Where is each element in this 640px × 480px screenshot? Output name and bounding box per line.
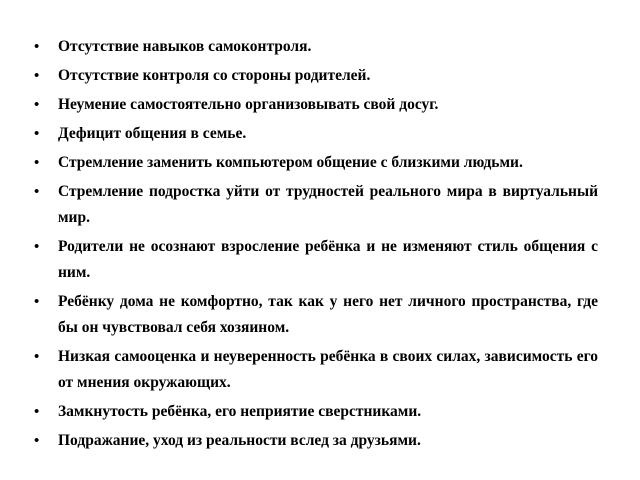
- list-item: [34, 399, 598, 425]
- list-item-text: Стремление подростка уйти от трудностей реального мира в виртуальный мир.: [58, 183, 598, 226]
- list-item: [34, 289, 598, 341]
- list-item-text: Низкая самооценка и неуверенность ребёнка в своих силах, зависимость его от мнения окружающих.: [58, 348, 598, 391]
- list-item: [34, 121, 598, 147]
- bullet-icon: •: [34, 404, 40, 420]
- bullet-list: [34, 34, 598, 457]
- list-item-text: Родители не осознают взросление ребёнка и не изменяют стиль общения с ним.: [58, 238, 598, 281]
- list-item: [34, 344, 598, 396]
- bullet-icon: •: [34, 155, 40, 171]
- list-item-text: Подражание, уход из реальности вслед за друзьями.: [58, 432, 421, 449]
- list-item: [34, 92, 598, 118]
- bullet-icon: •: [34, 294, 40, 310]
- bullet-icon: •: [34, 433, 40, 449]
- list-item-text: Дефицит общения в семье.: [58, 125, 247, 142]
- list-item: [34, 34, 598, 60]
- bullet-icon: •: [34, 97, 40, 113]
- list-item-text: Неумение самостоятельно организовывать свой досуг.: [58, 96, 439, 113]
- list-item: [34, 150, 598, 176]
- bullet-icon: •: [34, 239, 40, 255]
- list-item-text: Отсутствие навыков самоконтроля.: [58, 38, 312, 55]
- list-item-text: Ребёнку дома не комфортно, так как у него нет личного пространства, где бы он чувствовал себя хозяином.: [58, 293, 598, 336]
- list-item-text: Стремление заменить компьютером общение с близкими людьми.: [58, 154, 523, 171]
- bullet-icon: •: [34, 184, 40, 200]
- list-item: [34, 234, 598, 286]
- bullet-icon: •: [34, 68, 40, 84]
- bullet-icon: •: [34, 126, 40, 142]
- bullet-icon: •: [34, 349, 40, 365]
- list-item: [34, 63, 598, 89]
- list-item-text: Замкнутость ребёнка, его неприятие сверстниками.: [58, 403, 422, 420]
- list-item: [34, 179, 598, 231]
- list-item: [34, 428, 598, 454]
- bullet-icon: •: [34, 39, 40, 55]
- list-item-text: Отсутствие контроля со стороны родителей.: [58, 67, 371, 84]
